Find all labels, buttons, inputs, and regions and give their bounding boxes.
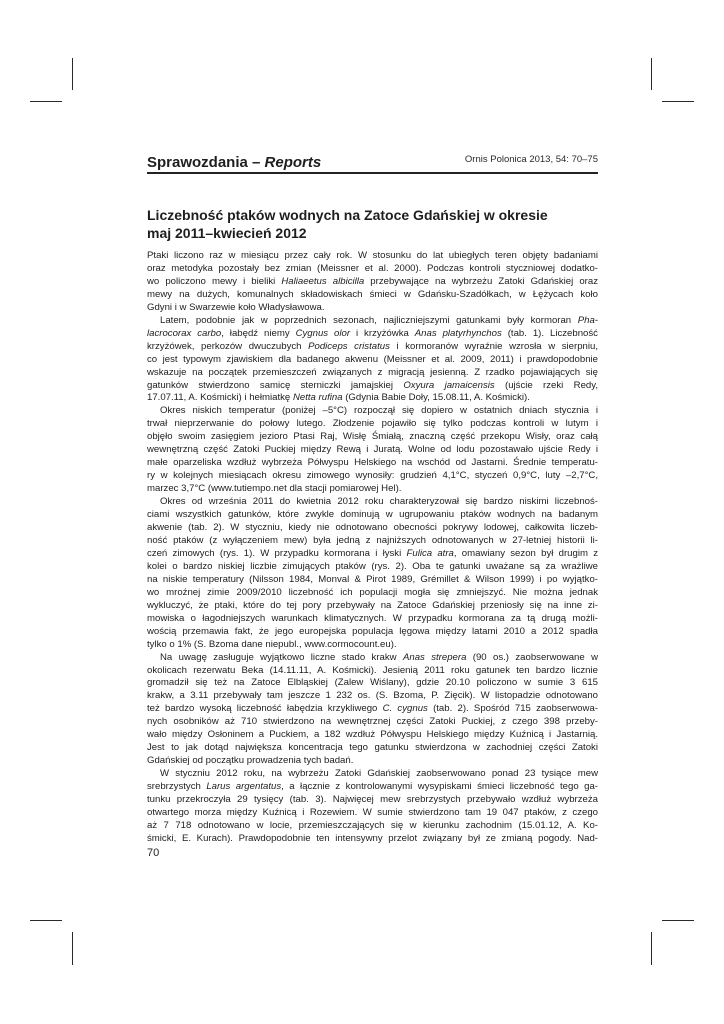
text-run: przebywające na wybrzeżu Zatoki Gdańskiej oraz bbox=[364, 275, 598, 287]
text-line bbox=[147, 729, 598, 742]
text-run: Gdańskiej od początku prowadzenia tych badań. bbox=[147, 755, 354, 767]
text-run: krzyżówek, perkozów dwuczubych bbox=[147, 340, 309, 352]
text-line bbox=[147, 367, 598, 380]
text-run: na niskie temperatury (Nilsson 1984, Monval & Pirot 1989, Grémillet & Wilson 1999) i po wyjątko- bbox=[147, 573, 598, 585]
text-run: śmicki, E. Kurach). Prawdopodobnie ten intensywny przelot związany był ze zmianą pogody. Nad- bbox=[147, 832, 598, 844]
text-line bbox=[147, 509, 598, 522]
text-run: gatunków stwierdzono samicę sterniczki jamajskiej bbox=[147, 379, 404, 391]
text-run: kolei o bardzo niskiej liczbie zimujących ptaków (rys. 2). Oba te gatunki uważane są za wrażliwe bbox=[147, 560, 598, 572]
text-line bbox=[147, 496, 598, 509]
text-line bbox=[147, 561, 598, 574]
text-line bbox=[147, 341, 598, 354]
text-line bbox=[147, 703, 598, 716]
crop-mark-bottom-right-vertical bbox=[651, 932, 652, 965]
species-name: Pha- bbox=[577, 314, 598, 326]
text-run: Jest to jak dotąd największa koncentracja tego gatunku stwierdzona w zachodniej części Zatoki bbox=[147, 742, 598, 754]
text-run: Okres od września 2011 do kwietnia 2012 roku charakteryzował się bardzo niskimi liczebnoś- bbox=[160, 496, 598, 508]
text-run: (Gdynia Babie Doły, 15.08.11, A. Kośmicki). bbox=[342, 392, 530, 404]
text-line bbox=[147, 755, 598, 768]
text-line bbox=[147, 276, 598, 289]
text-run: akwenie (tab. 2). W styczniu, kiedy nie odnotowano obecności pokrywy lodowej, całkowita liczeb- bbox=[147, 522, 598, 534]
text-line bbox=[147, 820, 598, 833]
text-run: mewy na dużych, komunalnych składowiskach śmieci w Gdańsku-Szadółkach, w Łężycach koło bbox=[147, 288, 598, 300]
text-run: tunku przekroczyła 29 tysięcy (tab. 3). Najwięcej mew srebrzystych przebywało wzdłuż wybrzeża bbox=[147, 794, 598, 806]
species-name: Podiceps cristatus bbox=[308, 340, 390, 352]
text-run: 17.07.11, A. Kośmicki) i hełmiatkę bbox=[147, 392, 293, 404]
text-run: (tab. 1). Liczebność bbox=[501, 327, 598, 339]
section-label: Sprawozdania – bbox=[147, 154, 261, 171]
species-name: Larus argentatus bbox=[206, 781, 282, 793]
text-run: marzec 3,7°C (www.tutiempo.net dla stacji pomiarowej Hel). bbox=[147, 483, 402, 495]
text-run: okolicach rezerwatu Beka (14.11.11, A. Kośmicki). Jesienią 2011 roku gatunek ten bardzo licznie bbox=[147, 664, 598, 676]
text-run: krakw, a 3.11 przebywały tam jeszcze 1 232 os. (S. Bzoma, P. Zięcik). W listopadzie odnotowano bbox=[147, 690, 598, 702]
species-name: Oxyura jamaicensis bbox=[403, 379, 495, 391]
text-line bbox=[147, 574, 598, 587]
text-line bbox=[147, 380, 598, 393]
paragraph bbox=[147, 496, 598, 651]
text-line bbox=[147, 431, 598, 444]
text-line bbox=[147, 587, 598, 600]
text-run: gromadził się też na Zatoce Elbląskiej (Zalew Wiślany), gdzie 20.10 policzono w sumie 3 615 bbox=[147, 677, 598, 689]
text-run: ry w kolejnych miesiącach okresu zimowego wynosiły: grudzień 4,1°C, styczeń 0,9°C, luty –2,7°C, bbox=[147, 470, 598, 482]
article-body bbox=[147, 250, 598, 846]
text-run: Okres niskich temperatur (poniżej –5°C) rozpoczął się dopiero w ostatnich dniach stycznia i bbox=[160, 405, 598, 417]
text-line bbox=[147, 457, 598, 470]
text-line bbox=[147, 535, 598, 548]
text-run: , omawiany sezon był drugim z bbox=[453, 547, 599, 559]
text-run: Ptaki liczono raz w miesiącu przez cały rok. W stosunku do lat ubiegłych teren objęty badaniami bbox=[147, 250, 598, 261]
species-name: lacrocorax carbo bbox=[147, 327, 222, 339]
text-line bbox=[147, 833, 598, 846]
article-title-line: Liczebność ptaków wodnych na Zatoce Gdańskiej w okresie bbox=[147, 207, 548, 223]
text-run: W styczniu 2012 roku, na wybrzeżu Zatoki Gdańskiej zaobserwowano ponad 23 tysiące mew bbox=[160, 768, 598, 780]
text-run: (90 os.) zaobserwowane w bbox=[466, 651, 599, 663]
crop-mark-bottom-left-vertical bbox=[72, 932, 73, 965]
species-name: Haliaeetus albicilla bbox=[281, 275, 365, 287]
text-line bbox=[147, 418, 598, 431]
text-run: mowiska o łagodniejszych warunkach klimatycznych. W przypadku kormorana za tą drugą możli- bbox=[147, 612, 598, 624]
text-run: też bardzo wysoką liczebność łabędzia krzykliwego bbox=[147, 703, 383, 715]
paragraph bbox=[147, 768, 598, 846]
article-title-line: maj 2011–kwiecień 2012 bbox=[147, 225, 307, 241]
text-line bbox=[147, 483, 598, 496]
paragraph bbox=[147, 250, 598, 315]
header-rule bbox=[147, 172, 598, 174]
text-run: aż 7 718 odnotowano w locie, przemieszczających się w kierunku zachodnim (15.01.12, A. Ko- bbox=[147, 819, 598, 831]
species-name: Netta rufina bbox=[292, 392, 343, 404]
text-line bbox=[147, 548, 598, 561]
text-run: wo mroźnej zimie 2009/2010 liczebność ich populacji mogła się zmniejszyć. Nie można jednak bbox=[147, 586, 598, 598]
text-run: wewnętrzną część Zatoki Puckiej między Rewą i Juratą. Wolne od lodu pozostawało ujście Redy i bbox=[147, 444, 598, 456]
species-name: Anas strepera bbox=[402, 651, 467, 663]
text-line bbox=[147, 289, 598, 302]
text-line bbox=[147, 807, 598, 820]
text-run: (tab. 2). Spośród 715 zaobserwowa- bbox=[427, 703, 598, 715]
text-line bbox=[147, 652, 598, 665]
text-line bbox=[147, 742, 598, 755]
paragraph bbox=[147, 405, 598, 496]
text-run: i krzyżówka bbox=[350, 327, 415, 339]
text-line bbox=[147, 392, 598, 405]
text-line bbox=[147, 522, 598, 535]
paragraph bbox=[147, 315, 598, 406]
text-line bbox=[147, 263, 598, 276]
text-run: wskazuje na początek przemieszczeń związanych z migracją jesienną. Z rzadko pojawiających się bbox=[147, 366, 598, 378]
crop-mark-top-right-horizontal bbox=[662, 101, 694, 102]
paragraph bbox=[147, 652, 598, 769]
species-name: Cygnus olor bbox=[295, 327, 351, 339]
text-line bbox=[147, 613, 598, 626]
text-run: oraz metodyka pozostały bez zmian (Meissner et al. 2000). Podczas kontroli styczniowej dodatko- bbox=[147, 262, 598, 274]
text-line bbox=[147, 315, 598, 328]
text-run: nych osobników aż 710 stwierdzono na wewnętrznej części Zatoki Puckiej, z czego 398 przeby- bbox=[147, 716, 598, 728]
text-line bbox=[147, 354, 598, 367]
section-label-english: Reports bbox=[264, 154, 322, 171]
journal-citation: Ornis Polonica 2013, 54: 70–75 bbox=[464, 154, 598, 165]
text-run: co jest typowym zjawiskiem dla badanego akwenu (Meissner et al. 2009, 2011) i prawdopodobnie bbox=[147, 353, 598, 365]
text-run: wykluczyć, że ptaki, które do tej pory przebywały na Zatoce Gdańskiej przeniosły się na inne zi- bbox=[147, 599, 598, 611]
text-line bbox=[147, 781, 598, 794]
crop-mark-top-left-horizontal bbox=[30, 101, 62, 102]
text-run: i kormoranów wyraźnie wzrosła w sierpniu, bbox=[389, 340, 598, 352]
text-run: objęło swoim zasięgiem jezioro Ptasi Raj, Wisłę Śmiałą, znaczną część przekopu Wisły, oraz całą bbox=[147, 431, 598, 443]
text-line bbox=[147, 768, 598, 781]
text-run: , łabędź niemy bbox=[221, 327, 296, 339]
text-run: trwał nieprzerwanie do połowy lutego. Złodzenie pojawiło się tylko podczas kontroli w lutym i bbox=[147, 418, 598, 430]
page-number: 70 bbox=[147, 847, 160, 859]
text-run: małe oparzeliska wzdłuż wybrzeża Półwyspu Helskiego na wschód od Jastarni. Średnie temperatu- bbox=[147, 457, 598, 469]
text-line bbox=[147, 302, 598, 315]
text-run: Na uwagę zasługuje wyjątkowo liczne stado krakw bbox=[160, 651, 403, 663]
text-line bbox=[147, 328, 598, 341]
crop-mark-top-right-vertical bbox=[651, 58, 652, 90]
text-run: Gdyni i w Swarzewie koło Władysławowa. bbox=[147, 301, 325, 313]
text-line bbox=[147, 794, 598, 807]
text-run: ność ptaków (z wyłączeniem mew) była jedną z najniższych odnotowanych w 27-letniej historii li- bbox=[147, 534, 598, 546]
text-run: czeń zimowych (rys. 1). W przypadku kormorana i łyski bbox=[147, 547, 407, 559]
species-name: C. cygnus bbox=[382, 703, 428, 715]
text-line bbox=[147, 405, 598, 418]
text-run: wo policzono mewy i bieliki bbox=[147, 275, 282, 287]
text-run: (ujście rzeki Redy, bbox=[494, 379, 598, 391]
text-run: tylko o 1% (S. Bzoma dane niepubl., www.cormocount.eu). bbox=[147, 638, 397, 650]
crop-mark-bottom-right-horizontal bbox=[662, 920, 694, 921]
crop-mark-top-left-vertical bbox=[72, 58, 73, 90]
text-line bbox=[147, 639, 598, 652]
section-heading bbox=[147, 154, 321, 172]
text-run: , a łącznie z kontrolowanymi wysypiskami śmieci liczebność tego ga- bbox=[281, 781, 599, 793]
text-run: srebrzystych bbox=[147, 781, 207, 793]
text-line bbox=[147, 470, 598, 483]
text-line bbox=[147, 444, 598, 457]
text-run: wało między Osłoninem a Puckiem, a 182 wzdłuż Półwyspu Helskiego między Kuźnicą i Jastarnią. bbox=[147, 729, 598, 741]
text-run: otwartego morza między Kuźnicą i Rozewiem. W sumie stwierdzono tam 19 047 ptaków, z czego bbox=[147, 806, 598, 818]
text-line bbox=[147, 600, 598, 613]
text-line bbox=[147, 665, 598, 678]
text-run: ciami wszystkich gatunków, które zwykle dominują w ugrupowaniu ptaków wodnych na badanym bbox=[147, 509, 598, 521]
text-line bbox=[147, 677, 598, 690]
text-line bbox=[147, 250, 598, 263]
text-run: wością przemawia fakt, że jego europejska populacja lęgowa między latami 2010 a 2012 spadła bbox=[147, 625, 598, 637]
text-run: Latem, podobnie jak w poprzednich sezonach, najliczniejszymi gatunkami były kormoran bbox=[160, 314, 578, 326]
text-line bbox=[147, 626, 598, 639]
text-line bbox=[147, 716, 598, 729]
article-title bbox=[147, 206, 598, 242]
crop-mark-bottom-left-horizontal bbox=[30, 920, 62, 921]
text-line bbox=[147, 690, 598, 703]
species-name: Fulica atra bbox=[406, 547, 454, 559]
species-name: Anas platyrhynchos bbox=[414, 327, 502, 339]
